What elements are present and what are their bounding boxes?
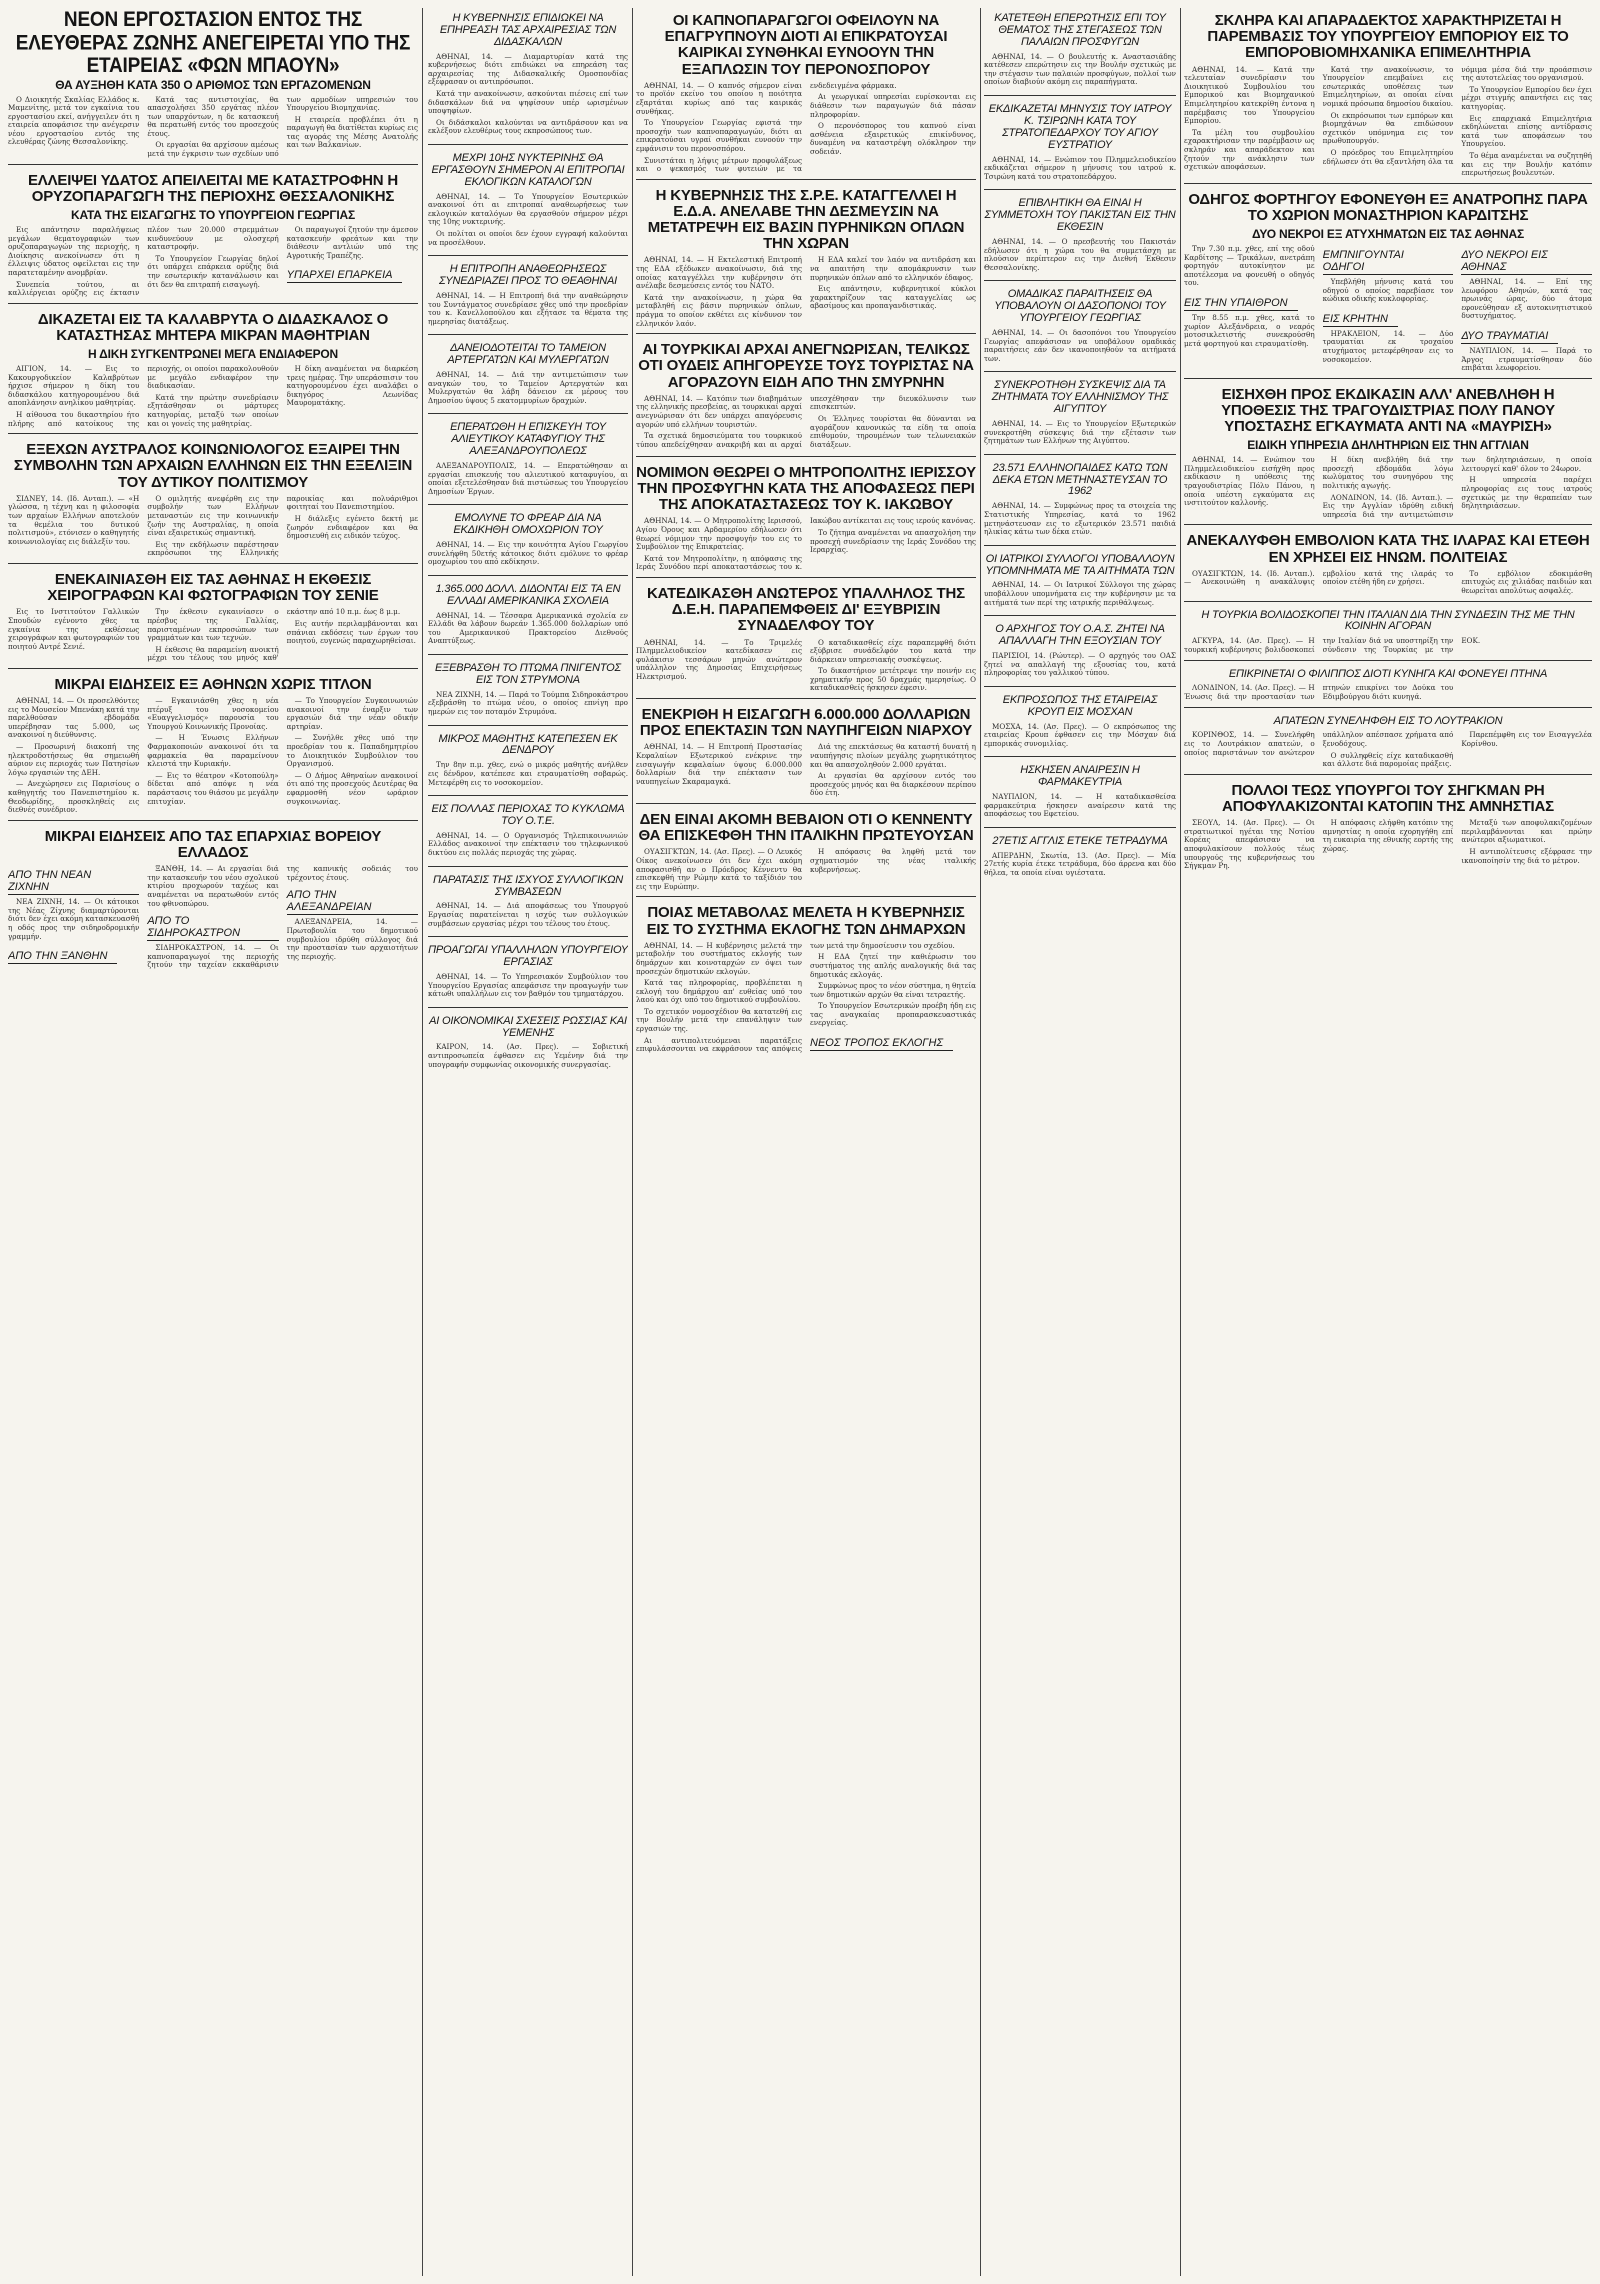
article-paragraph: ΟΥΑΣΙΓΚΤΩΝ, 14. (Ασ. Πρες). — Ο Λευκός Οίκος ανεκοίνωσεν ότι δεν έχει ακόμη αποφασισθή αν ο Πρόεδρος Κέννεντυ θα επισκεφθή την Ρώμην κατά το ταξίδιόν του εις την Ευρώπην.	[636, 847, 802, 891]
article-paragraph: Κατά την ανακοίνωσιν, η χώρα θα μεταβληθή εις βάσιν πυρηνικών όπλων, πράγμα το οποίον εκθέτει εις κίνδυνον τον ελληνικόν λαόν.	[636, 292, 802, 328]
column-1	[8, 8, 418, 2278]
article-paragraph: Η απόφασις θα ληφθή μετά τον σχηματισμόν της νέας ιταλικής κυβερνήσεως.	[810, 847, 976, 874]
article-paragraph: ΑΘΗΝΑΙ, 14. — Οι Ιατρικοί Σύλλογοι της χώρας υποβάλλουν υπομνήματα εις την κυβέρνησιν με τα αιτήματά των περί της ιατρικής περιθάλψεως.	[984, 580, 1176, 607]
article-body	[8, 865, 418, 970]
article-paragraph: Οι εκπρόσωποι των εμπόρων και βιομηχάνων θα επιδώσουν σχετικόν υπόμνημα εις τον πρωθυπουργόν.	[1322, 110, 1454, 146]
column-4	[984, 8, 1176, 2278]
article	[428, 417, 628, 505]
article	[8, 307, 418, 434]
article	[984, 831, 1176, 886]
article-paragraph: Οι παραγωγοί ζητούν την άμεσον κατασκευήν φρεάτων και την διάθεσιν αντλιών υπό της Αγροτικής Τραπέζης.	[286, 224, 418, 260]
article-paragraph: Μεταξύ των αποφυλακιζομένων περιλαμβάνονται και πρώην ανώτεροι αξιωματικοί.	[1461, 818, 1592, 845]
article	[984, 284, 1176, 372]
article-paragraph: ΑΘΗΝΑΙ, 14. — Ενώπιον του Πλημμελειοδικείου εκδικάζεται σήμερον η μήνυσις του ιατρού κ. Τσιρώνη κατά του στρατοπεδάρχου.	[984, 154, 1176, 181]
article-paragraph: Την 7.30 π.μ. χθες, επί της οδού Καρδίτσης — Τρικάλων, ανετράπη φορτηγόν αυτοκίνητον με αποτέλεσμα να φονευθή ο οδηγός του.	[1184, 244, 1315, 288]
article-headline: ΑΠΑΤΕΩΝ ΣΥΝΕΛΗΦΘΗ ΕΙΣ ΤΟ ΛΟΥΤΡΑΚΙΟΝ	[1273, 714, 1503, 727]
article-paragraph: Συμφώνως προς το νέον σύστημα, η θητεία των δημοτικών αρχών θα είναι τετραετής.	[810, 981, 976, 999]
article-body	[636, 256, 976, 328]
article-body	[984, 852, 1176, 878]
article-headline: 23.571 ΕΛΛΗΝΟΠΑΙΔΕΣ ΚΑΤΩ ΤΩΝ ΔΕΚΑ ΕΤΩΝ ΜΕΤΗΝΑΣΤΕΥΣΑΝ ΤΟ 1962	[992, 461, 1168, 498]
article	[1184, 664, 1592, 708]
column-rule	[980, 8, 981, 2276]
section-heading: ΑΠΟ ΤΗΝ ΑΛΕΞΑΝΔΡΕΙΑΝ	[287, 889, 418, 915]
article-paragraph: Το εμβόλιον εδοκιμάσθη επιτυχώς εις χιλιάδας παιδιών και θεωρείται απολύτως ασφαλές.	[1461, 568, 1592, 595]
column-2	[428, 8, 628, 2278]
article-body	[8, 495, 418, 558]
section-heading: ΑΠΟ ΤΗΝ ΝΕΑΝ ΖΙΧΝΗΝ	[8, 869, 139, 895]
article-headline: ΕΚΔΙΚΑΖΕΤΑΙ ΜΗΝΥΣΙΣ ΤΟΥ ΙΑΤΡΟΥ Κ. ΤΣΙΡΩΝΗ ΚΑΤΑ ΤΟΥ ΣΤΡΑΤΟΠΕΔΑΡΧΟΥ ΤΟΥ ΑΓΙΟΥ ΕΥΣΤΡΑΤΙΟΥ	[988, 103, 1172, 151]
article-subhead: ΚΑΤΑ ΤΗΣ ΕΙΣΑΓΩΓΗΣ ΤΟ ΥΠΟΥΡΓΕΙΟΝ ΓΕΩΡΓΙΑΣ	[71, 208, 355, 223]
article-paragraph: ΣΙΔΗΡΟΚΑΣΤΡΟΝ, 14. — Οι καπνοπαραγωγοί της περιοχής ζητούν την ταχείαν εκκαθάρισιν της καπνικής σοδειάς του τρέχοντος έτους.	[147, 864, 418, 970]
article-headline: ΕΛΛΕΙΨΕΙ ΥΔΑΤΟΣ ΑΠΕΙΛΕΙΤΑΙ ΜΕ ΚΑΤΑΣΤΡΟΦΗΝ Η ΟΡΥΖΟΠΑΡΑΓΩΓΗ ΤΗΣ ΠΕΡΙΟΧΗΣ ΘΕΣΣΑΛΟΝΙΚΗΣ	[28, 171, 398, 205]
article-paragraph: Κατά την πρώτην συνεδρίασιν εξητάσθησαν οι μάρτυρες κατηγορίας, μεταξύ των οποίων και οι γονείς της μαθητρίας.	[147, 392, 279, 428]
article-paragraph: Κατά την ανακοίνωσιν, ασκούνται πιέσεις επί των διδασκάλων διά να ψηφίσουν υπέρ ωρισμένων υποψηφίων.	[428, 89, 628, 116]
article-paragraph: Οι πολίται οι οποίοι δεν έχουν εγγραφή καλούνται να προσέλθουν.	[428, 228, 628, 247]
article-headline: ΠΡΟΑΓΩΓΑΙ ΥΠΑΛΛΗΛΩΝ ΥΠΟΥΡΓΕΙΟΥ ΕΡΓΑΣΙΑΣ	[428, 944, 628, 969]
article-headline: ΣΥΝΕΚΡΟΤΗΘΗ ΣΥΣΚΕΨΙΣ ΔΙΑ ΤΑ ΖΗΤΗΜΑΤΑ ΤΟΥ ΕΛΛΗΝΙΣΜΟΥ ΤΗΣ ΑΙΓΥΠΤΟΥ	[991, 379, 1169, 416]
article-paragraph: ΑΘΗΝΑΙ, 14. — Συμφώνως προς τα στοιχεία της Στατιστικής Υπηρεσίας, κατά το 1962 μετηνάστευσαν εις το εξωτερικόν 23.571 παιδιά ηλικίας κάτω των δέκα ετών.	[984, 501, 1176, 537]
article-paragraph: Τα μέλη του συμβουλίου εχαρακτήρισαν την παρέμβασιν ως σκληράν και απαράδεκτον και ζητούν την ανάκλησιν των σχετικών αποφάσεων.	[1184, 127, 1315, 172]
article-body	[1184, 637, 1592, 654]
article-body	[428, 832, 628, 858]
article-paragraph: Κατά την ανακοίνωσιν, το Υπουργείον επεμβαίνει εις εσωτερικάς υποθέσεις των Επιμελητηρίων, αι οποίαι είναι νομικά πρόσωπα δημοσίου δικαίου.	[1322, 64, 1454, 108]
article-paragraph: ΑΘΗΝΑΙ, 14. — Η Επιτροπή διά την αναθεώρησιν του Συντάγματος συνεδρίασε χθες υπό την προεδρίαν του κ. Κανελλοπούλου και εξήτασε τα θέματα της ημερησίας διατάξεως.	[428, 290, 628, 326]
article-body	[1184, 456, 1592, 519]
article	[428, 8, 628, 145]
article-headline: 27ΕΤΙΣ ΑΓΓΛΙΣ ΕΤΕΚΕ ΤΕΤΡΑΔΥΜΑ	[992, 834, 1168, 847]
column-rule	[632, 8, 633, 2276]
article-paragraph: Η απόφασις ελήφθη κατόπιν της αμνηστίας η οποία εχορηγήθη επί τη ευκαιρία της εθνικής εορτής της χώρας.	[1322, 818, 1454, 853]
article-paragraph: ΑΓΚΥΡΑ, 14. (Ασ. Πρες). — Η τουρκική κυβέρνησις βολιδοσκοπεί την Ιταλίαν διά να υποστηρίξη την σύνδεσιν της Τουρκίας με την ΕΟΚ.	[1184, 636, 1481, 654]
article-subhead: Η ΔΙΚΗ ΣΥΓΚΕΝΤΡΩΝΕΙ ΜΕΓΑ ΕΝΔΙΑΦΕΡΟΝ	[88, 347, 338, 362]
article-paragraph: Η ΕΔΑ καλεί τον λαόν να αντιδράση και να απαιτήση την απομάκρυνσιν των πυρηνικών όπλων από το ελληνικόν έδαφος.	[810, 255, 976, 282]
section-heading: ΕΜΠΝΙΓΟΥΝΤΑΙ ΟΔΗΓΟΙ	[1323, 249, 1454, 275]
article-paragraph: ΛΟΝΔΙΝΟΝ, 14. (Ιδ. Ανταπ.). — Εις την Αγγλίαν ιδρύθη ειδική υπηρεσία διά την αντιμετώπισιν των δηλητηριάσεων, η οποία λειτουργεί καθ' όλον το 24ωρον.	[1322, 455, 1592, 519]
article-paragraph: ΑΛΕΞΑΝΔΡΕΙΑ, 14. — Πρωτοβουλία του δημοτικού συμβουλίου ιδρύθη σύλλογος διά την προστασίαν των αρχαιοτήτων της περιοχής.	[286, 917, 418, 961]
article-paragraph: Ο ομιλητής ανεφέρθη εις την συμβολήν των Ελλήνων μεταναστών εις την κοινωνικήν ζωήν της Αυστραλίας, η οποία είναι εξαιρετικώς σημαντική.	[147, 493, 279, 538]
article-paragraph: ΣΙΔΝΕΥ, 14. (Ιδ. Ανταπ.). — «Η γλώσσα, η τέχνη και η φιλοσοφία των αρχαίων Ελλήνων αποτελούν τα θεμέλια του δυτικού πολιτισμού», ετόνισεν ο καθηγητής κοινωνιολογίας εις διάλεξίν του.	[8, 493, 140, 546]
article-paragraph: Ο πρόεδρος του Επιμελητηρίου εδήλωσεν ότι θα εξαντλήση όλα τα νόμιμα μέσα διά την προάσπισιν της αυτοτελείας του οργανισμού.	[1322, 64, 1592, 166]
article-paragraph: — Εις το θέατρον «Κοτοπούλη» δίδεται από απόψε η νέα παράστασις του θιάσου με μεγάλην επιτυχίαν.	[147, 770, 279, 806]
article-paragraph: Αι εργασίαι θα αρχίσουν εντός του προσεχούς μηνός και θα διαρκέσουν περίπου δύο έτη.	[810, 771, 976, 798]
article	[636, 183, 976, 335]
article-body	[8, 697, 418, 815]
article-paragraph: Εις απάντησιν παραλήψεως μεγάλων θεματογραφιών των ορυζοπαραγωγών της περιοχής, η Διοίκησις ανεκοίνωσεν ότι η έλλειψις ύδατος οφείλεται εις την παρατεταμένην ανομβρίαν.	[8, 224, 140, 277]
article-body	[984, 238, 1176, 272]
article-body	[428, 691, 628, 717]
article-headline: ΕΝΕΚΡΙΘΗ Η ΕΙΣΑΓΩΓΗ 6.000.000 ΔΟΛΛΑΡΙΩΝ ΠΡΟΣ ΕΠΕΚΤΑΣΙΝ ΤΩΝ ΝΑΥΠΗΓΕΙΩΝ ΝΙΑΡΧΟΥ	[639, 706, 973, 740]
article-headline: ΕΠΕΡΑΤΩΘΗ Η ΕΠΙΣΚΕΥΗ ΤΟΥ ΑΛΙΕΥΤΙΚΟΥ ΚΑΤΑΦΥΓΙΟΥ ΤΗΣ ΑΛΕΞΑΝΔΡΟΥΠΟΛΕΩΣ	[450, 421, 606, 458]
article-paragraph: ΣΕΟΥΛ, 14. (Ασ. Πρες). — Οι στρατιωτικοί ηγέται της Νοτίου Κορέας απεφάσισαν να αποφυλακίσουν πολλούς τέως υπουργούς της κυβερνήσεως του Σήγκμαν Ρη.	[1184, 818, 1315, 871]
article-body	[636, 848, 976, 891]
article-paragraph: Την 8.55 π.μ. χθες, κατά το χωρίον Αλεξάνδρεια, ο νεαρός μοτοσικλετιστής συνεκρούσθη μετά φορτηγού και ετραυματίσθη.	[1184, 312, 1315, 348]
article	[984, 99, 1176, 190]
article-paragraph: Εις απάντησιν, κυβερνητικοί κύκλοι χαρακτηρίζουν τας καταγγελίας ως αβασίμους και προπαγανδιστικάς.	[810, 284, 976, 311]
article-paragraph: Η αίθουσα του δικαστηρίου ήτο πλήρης από κατοίκους της περιοχής, οι οποίοι παρακολουθούν με μεγάλο ενδιαφέρον την διαδικασίαν.	[8, 364, 279, 428]
article-headline: ΕΞΕΒΡΑΣΘΗ ΤΟ ΠΤΩΜΑ ΠΝΙΓΕΝΤΟΣ ΕΙΣ ΤΟΝ ΣΤΡΥΜΟΝΑ	[435, 662, 621, 686]
section-wrap	[810, 1031, 976, 1054]
section-heading: ΔΥΟ ΤΡΑΥΜΑΤΙΑΙ	[1461, 330, 1558, 344]
article-headline: ΕΝΕΚΑΙΝΙΑΣΘΗ ΕΙΣ ΤΑΣ ΑΘΗΝΑΣ Η ΕΚΘΕΣΙΣ ΧΕΙΡΟΓΡΑΦΩΝ ΚΑΙ ΦΩΤΟΓΡΑΦΙΩΝ ΤΟΥ ΣΕΝΙΕ	[47, 570, 379, 605]
article-paragraph: Αι γεωργικαί υπηρεσίαι ευρίσκονται εις διάθεσιν των παραγωγών διά πάσαν πληροφορίαν.	[810, 92, 976, 119]
article-paragraph: Η αντιπολίτευσις εξέφρασε την ικανοποίησίν της διά το μέτρον.	[1461, 847, 1592, 865]
article-body	[428, 53, 628, 136]
article-paragraph: ΑΘΗΝΑΙ, 14. — Ο Μητροπολίτης Ιερισσού, Αγίου Όρους και Αρδαμερίου εδήλωσεν ότι θεωρεί νόμιμον την προσφυγήν του εις το Συμβούλιον της Επικρατείας.	[636, 516, 802, 552]
article	[8, 437, 418, 564]
article-paragraph: Η διάλεξις εγένετο δεκτή με ζωηρόν ενδιαφέρον και θα δημοσιευθή εις ειδικόν τεύχος.	[286, 513, 418, 541]
article	[428, 508, 628, 576]
article	[984, 458, 1176, 546]
article-paragraph: ΑΘΗΝΑΙ, 14. — Τέσσαρα Αμερικανικά σχολεία εν Ελλάδι θα λάβουν δωρεάν 1.365.000 δολλαρίων υπό του Αμερικανικού Πρακτορείου Διεθνούς Αναπτύξεως.	[428, 610, 628, 646]
article-paragraph: ΑΘΗΝΑΙ, 14. — Ο βουλευτής κ. Αναστασιάδης κατέθεσεν επερώτησιν εις την Βουλήν σχετικώς με την στέγασιν των παλαιών προσφύγων, πολλοί των οποίων διαβιούν ακόμη εις παραπήγματα.	[984, 51, 1176, 87]
article-paragraph: ΛΟΝΔΙΝΟΝ, 14. (Ασ. Πρες). — Η Ένωσις διά την προστασίαν των πτηνών επικρίνει τον Δούκα του Εδιμβούργου διότι κυνηγά.	[1184, 683, 1454, 701]
article	[636, 460, 976, 578]
article-paragraph: Κατά τας αντιστοιχίας, θα απασχολήσει 350 εργάτας πλέον των υπαρχόντων, η δε κατασκευή θα περατωθή εντός του προσεχούς έτους.	[147, 94, 279, 138]
section-wrap	[1323, 307, 1454, 330]
article-headline: ΑΝΕΚΑΛΥΦΘΗ ΕΜΒΟΛΙΟΝ ΚΑΤΑ ΤΗΣ ΙΛΑΡΑΣ ΚΑΙ ΕΤΕΘΗ ΕΝ ΧΡΗΣΕΙ ΕΙΣ ΗΝΩΜ. ΠΟΛΙΤΕΙΑΣ	[1186, 532, 1590, 566]
article-body	[1184, 66, 1592, 178]
article-headline: ΕΠΙΚΡΙΝΕΤΑΙ Ο ΦΙΛΙΠΠΟΣ ΔΙΟΤΙ ΚΥΝΗΓΑ ΚΑΙ ΦΟΝΕΥΕΙ ΠΤΗΝΑ	[1228, 667, 1548, 680]
article-paragraph: ΑΘΗΝΑΙ, 14. — Επί της λεωφόρου Αθηνών, κατά τας πρωινάς ώρας, δύο άτομα εφονεύθησαν εξ αυτοκινητιστικού δυστυχήματος.	[1461, 277, 1592, 321]
article-paragraph: ΑΘΗΝΑΙ, 14. — Το Υπηρεσιακόν Συμβούλιον του Υπουργείου Εργασίας απεφάσισε την προαγωγήν των κάτωθι υπαλλήλων εις τον βαθμόν του τμηματάρχου.	[428, 971, 628, 999]
article-headline: ΠΟΙΑΣ ΜΕΤΑΒΟΛΑΣ ΜΕΛΕΤΑ Η ΚΥΒΕΡΝΗΣΙΣ ΕΙΣ ΤΟ ΣΥΣΤΗΜΑ ΕΚΛΟΓΗΣ ΤΩΝ ΔΗΜΑΡΧΩΝ	[646, 904, 966, 938]
article-paragraph: Η έκθεσις θα παραμείνη ανοικτή μέχρι του τέλους του μηνός καθ' εκάστην από 10 π.μ. έως 8 μ.μ.	[147, 607, 401, 663]
section-wrap	[1184, 291, 1315, 314]
article-paragraph: ΑΘΗΝΑΙ, 14. — Ο καπνός σήμερον είναι το προϊόν εκείνο του οποίου η ποιότητα εξαρτάται κυρίως από τας καιρικάς συνθήκας.	[636, 80, 802, 116]
article-headline: ΠΑΡΑΤΑΣΙΣ ΤΗΣ ΙΣΧΥΟΣ ΣΥΛΛΟΓΙΚΩΝ ΣΥΜΒΑΣΕΩΝ	[432, 873, 624, 898]
article-paragraph: Το σχετικόν νομοσχέδιον θα κατατεθή εις την Βουλήν μετά την επανάληψιν των εργασιών της.	[636, 1006, 802, 1034]
article-headline: ΜΙΚΡΟΣ ΜΑΘΗΤΗΣ ΚΑΤΕΠΕΣΕΝ ΕΚ ΔΕΝΔΡΟΥ	[438, 732, 618, 757]
article-paragraph: — Η Ένωσις Ελλήνων Φαρμακοποιών ανακοινοί ότι τα φαρμακεία θα παραμείνουν κλειστά την Κυριακήν.	[147, 733, 279, 769]
article	[984, 549, 1176, 617]
article-paragraph: Η υπηρεσία παρέχει πληροφορίας εις τους ιατρούς σχετικώς με την θεραπείαν των δηλητηριάσεων.	[1461, 475, 1592, 511]
article-headline: ΜΕΧΡΙ 10ΗΣ ΝΥΚΤΕΡΙΝΗΣ ΘΑ ΕΡΓΑΣΘΟΥΝ ΣΗΜΕΡΟΝ ΑΙ ΕΠΙΤΡΟΠΑΙ ΕΚΛΟΓΙΚΩΝ ΚΑΤΑΛΟΓΩΝ	[431, 151, 625, 188]
article-body	[428, 1043, 628, 1069]
article	[8, 8, 418, 165]
article-paragraph: ΟΥΑΣΙΓΚΤΩΝ, 14. (Ιδ. Ανταπ.). — Ανεκοινώθη η ανακάλυψις εμβολίου κατά της ιλαράς το οποίον ετέθη ήδη εν χρήσει.	[1184, 568, 1454, 587]
article-paragraph: ΑΘΗΝΑΙ, 14. — Ο πρεσβευτής του Πακιστάν εδήλωσεν ότι η χώρα του θα συμμετάσχη με πλούσιον περίπτερον εις την Διεθνή Έκθεσιν Θεσσαλονίκης.	[984, 236, 1176, 272]
article-body	[636, 517, 976, 572]
article-paragraph: Το Υπουργείον Εμπορίου δεν έχει μέχρι στιγμής απαντήσει εις τας κατηγορίας.	[1461, 84, 1592, 111]
article	[1184, 382, 1592, 526]
section-wrap	[287, 885, 418, 918]
article-paragraph: ΑΘΗΝΑΙ, 14. — Ενώπιον του Πλημμελειοδικείου εισήχθη προς εκδίκασιν η υπόθεσις της τραγουδιστρίας Πόλυ Πάνου, η οποία υπέστη εγκαύματα εις ινστιτούτον καλλονής.	[1184, 455, 1315, 508]
article-headline: ΜΙΚΡΑΙ ΕΙΔΗΣΕΙΣ ΕΞ ΑΘΗΝΩΝ ΧΩΡΙΣ ΤΙΤΛΟΝ	[54, 675, 372, 693]
article-headline: ΕΙΣΗΧΘΗ ΠΡΟΣ ΕΚΔΙΚΑΣΙΝ ΑΛΛ' ΑΝΕΒΛΗΘΗ Η ΥΠΟΘΕΣΙΣ ΤΗΣ ΤΡΑΓΟΥΔΙΣΤΡΙΑΣ ΠΟΛΥ ΠΑΝΟΥ ΥΠΟΣΤΑΣΗΣ ΕΓΚΑΥΜΑΤΑ ΑΝΤΙ ΝΑ «ΜΑΥΡΙΣΗ»	[1221, 385, 1555, 436]
article-body	[8, 226, 418, 298]
article-paragraph: Την 8ην π.μ. χθες, ενώ ο μικρός μαθητής ανήλθεν εις δένδρον, κατέπεσε και ετραυματίσθη σοβαρώς. Μετεφέρθη εις το νοσοκομείον.	[428, 760, 628, 787]
article-paragraph: — Ο Δήμος Αθηναίων ανακοινοί ότι από της προσεχούς Δευτέρας θα εφαρμοσθή νέον ωράριον συγκοινωνίας.	[286, 770, 418, 806]
article-body	[8, 365, 418, 428]
article-paragraph: Οι εργασίαι θα αρχίσουν αμέσως μετά την έγκρισιν των σχεδίων υπό των αρμοδίων υπηρεσιών του Υπουργείου Βιομηχανίας.	[147, 94, 418, 159]
article-body	[1184, 819, 1592, 871]
article-paragraph: ΜΟΣΧΑ, 14. (Ασ. Πρες). — Ο εκπρόσωπος της εταιρείας Κρουπ έφθασεν εις την Μόσχαν διά εμπορικάς συνομιλίας.	[984, 721, 1176, 748]
article	[428, 729, 628, 797]
article-paragraph: ΝΑΥΠΛΙΟΝ, 14. — Παρά το Άργος ετραυματίσθησαν δύο επιβάται λεωφορείου.	[1461, 345, 1592, 373]
section-heading: ΕΙΣ ΚΡΗΤΗΝ	[1323, 313, 1398, 327]
article-body	[428, 973, 628, 999]
article-paragraph: ΗΡΑΚΛΕΙΟΝ, 14. — Δύο τραυματίαι εκ τροχαίου ατυχήματος μετεφέρθησαν εις το νοσοκομείον.	[1322, 328, 1454, 364]
article	[428, 940, 628, 1008]
article-paragraph: Οι διδάσκαλοι καλούνται να αντιδράσουν και να εκλέξουν ελευθέρως τους εκπροσώπους των.	[428, 117, 628, 136]
article-headline: ΕΞΕΧΩΝ ΑΥΣΤΡΑΛΟΣ ΚΟΙΝΩΝΙΟΛΟΓΟΣ ΕΞΑΙΡΕΙ ΤΗΝ ΣΥΜΒΟΛΗΝ ΤΩΝ ΑΡΧΑΙΩΝ ΕΛΛΗΝΩΝ ΕΙΣ ΤΗΝ ΕΞΕΛΙΞΙΝ ΤΟΥ ΔΥΤΙΚΟΥ ΠΟΛΙΤΙΣΜΟΥ	[13, 441, 413, 491]
article	[1184, 605, 1592, 661]
article-body	[1184, 245, 1592, 373]
article-body	[8, 96, 418, 159]
article-headline: ΕΜΟΛΥΝΕ ΤΟ ΦΡΕΑΡ ΔΙΑ ΝΑ ΕΚΔΙΚΗΘΗ ΟΜΟΧΩΡΙΟΝ ΤΟΥ	[453, 512, 603, 537]
article-paragraph: ΝΕΑ ΖΙΧΝΗ, 14. — Παρά το Τούμπα Σιδηροκάστρου εξεβράσθη το πτώμα νέου, ο οποίος επνίγη προ ημερών εις τον ποταμόν Στρυμόνα.	[428, 689, 628, 716]
article-body	[984, 793, 1176, 819]
article-body	[428, 902, 628, 928]
section-wrap	[1323, 245, 1454, 278]
article-body	[428, 761, 628, 787]
article-body	[984, 53, 1176, 87]
article-subhead: ΕΙΔΙΚΗ ΥΠΗΡΕΣΙΑ ΔΗΛΗΤΗΡΙΩΝ ΕΙΣ ΤΗΝ ΑΓΓΛΙΑΝ	[1247, 438, 1529, 453]
article-headline: ΜΙΚΡΑΙ ΕΙΔΗΣΕΙΣ ΑΠΟ ΤΑΣ ΕΠΑΡΧΙΑΣ ΒΟΡΕΙΟΥ ΕΛΛΑΔΟΣ	[44, 827, 382, 861]
article-body	[984, 156, 1176, 182]
article-headline: ΚΑΤΕΔΙΚΑΣΘΗ ΑΝΩΤΕΡΟΣ ΥΠΑΛΛΗΛΟΣ ΤΗΣ Δ.Ε.Η. ΠΑΡΑΠΕΜΦΘΕΙΣ ΔΙ' ΕΞΥΒΡΙΣΙΝ ΣΥΝΑΔΕΛΦΟΥ ΤΟΥ	[647, 584, 965, 635]
section-heading: ΔΥΟ ΝΕΚΡΟΙ ΕΙΣ ΑΘΗΝΑΣ	[1461, 249, 1592, 275]
article-headline: ΝΟΜΙΜΟΝ ΘΕΩΡΕΙ Ο ΜΗΤΡΟΠΟΛΙΤΗΣ ΙΕΡΙΣΣΟΥ ΤΗΝ ΠΡΟΣΦΥΓΗΝ ΚΑΤΑ ΤΗΣ ΑΠΟΦΑΣΕΩΣ ΠΕΡΙ ΤΗΣ ΑΠΟΚΑΤΑΣΤΑΣΕΩΣ ΤΟΥ Κ. ΙΑΚΩΒΟΥ	[636, 463, 976, 514]
article-headline: ΑΙ ΟΙΚΟΝΟΜΙΚΑΙ ΣΧΕΣΕΙΣ ΡΩΣΣΙΑΣ ΚΑΙ ΥΕΜΕΝΗΣ	[429, 1014, 627, 1039]
article-paragraph: Ο Διοικητής Σκαλίας Ελλάδος κ. Μαμενίτης, μετά τον εγκαίνια του εργοστασίου εκεί, ανήγγειλεν ότι η εταιρεία αποφάσισε την ανέγερσιν νέου εργοστασίου εντός της ελευθέρας ζώνης Θεσσαλονίκης.	[8, 94, 140, 147]
article-paragraph: Κατά τας πληροφορίας, προβλέπεται η εκλογή του δημάρχου απ' ευθείας υπό του λαού και όχι υπό του δημοτικού συμβουλίου.	[636, 978, 802, 1005]
article-paragraph: Τα σχετικά δημοσιεύματα του τουρκικού τύπου απεδείχθησαν ανακριβή και αι αρχαί υπεσχέθησαν την διευκόλυνσιν των επισκεπτών.	[636, 393, 976, 449]
article	[984, 619, 1176, 687]
article-body	[636, 639, 976, 694]
article	[984, 193, 1176, 281]
article-paragraph: ΑΘΗΝΑΙ, 14. — Κατόπιν των διαβημάτων της ελληνικής πρεσβείας, αι τουρκικαί αρχαί ανεγνώρισαν ότι δεν υπάρχει απαγόρευσις αγορών υπό ελλήνων τουριστών.	[636, 393, 802, 429]
article	[1184, 528, 1592, 601]
article-headline: Η ΤΟΥΡΚΙΑ ΒΟΛΙΔΟΣΚΟΠΕΙ ΤΗΝ ΙΤΑΛΙΑΝ ΔΙΑ ΤΗΝ ΣΥΝΔΕΣΙΝ ΤΗΣ ΜΕ ΤΗΝ ΚΟΙΝΗΝ ΑΓΟΡΑΝ	[1201, 608, 1575, 633]
article-paragraph: Το ζήτημα αναμένεται να απασχολήση την προσεχή συνεδρίασιν της Ιεράς Συνόδου της Ιεραρχίας.	[810, 527, 976, 555]
article	[984, 8, 1176, 96]
article-paragraph: ΚΟΡΙΝΘΟΣ, 14. — Συνελήφθη εις το Λουτράκιον απατεών, ο οποίος παριστάνων τον ανώτερον υπάλληλον απέσπασε χρήματα από ξενοδόχους.	[1184, 730, 1454, 757]
article-body	[984, 723, 1176, 749]
article-paragraph: ΑΘΗΝΑΙ, 14. — Το Υπουργείον Εσωτερικών ανακοινοί ότι αι επιτροπαί αναθεωρήσεως των εκλογικών καταλόγων θα εργασθούν σήμερον μέχρι της 10ης νυκτερινής.	[428, 191, 628, 227]
article	[8, 672, 418, 821]
article-body	[636, 743, 976, 798]
article-paragraph: Το θέμα αναμένεται να συζητηθή και εις την Βουλήν κατόπιν επερωτήσεως βουλευτών.	[1461, 150, 1592, 178]
article-paragraph: Κατά τον Μητροπολίτην, η απόφασις της Ιεράς Συνόδου περί αποκαταστάσεως του κ. Ιακώβου αντίκειται εις τους ιερούς κανόνας.	[636, 516, 976, 572]
article	[428, 338, 628, 414]
article-paragraph: ΑΘΗΝΑΙ, 14. — Εις την κοινότητα Αγίου Γεωργίου συνελήφθη 50ετής κάτοικος διότι εμόλυνε το φρέαρ ομοχωρίου του από εκδίκησιν.	[428, 540, 628, 567]
article	[984, 690, 1176, 758]
article-paragraph: Η δίκη αναμένεται να διαρκέση τρεις ημέρας. Την υπεράσπισιν του κατηγορουμένου έχει αναλάβει ο δικηγόρος Λεωνίδας Μαυροματάκης.	[286, 364, 418, 408]
article-paragraph: ΑΘΗΝΑΙ, 14. — Εις το Υπουργείον Εξωτερικών συνεκροτήθη σύσκεψις διά την εξέτασιν των ζητημάτων των Ελλήνων της Αιγύπτου.	[984, 418, 1176, 446]
article-headline: ΝΕΟΝ ΕΡΓΟΣΤΑΣΙΟΝ ΕΝΤΟΣ ΤΗΣ ΕΛΕΥΘΕΡΑΣ ΖΩΝΗΣ ΑΝΕΓΕΙΡΕΤΑΙ ΥΠΟ ΤΗΣ ΕΤΑΙΡΕΙΑΣ «ΦΩΝ ΜΠΑΟΥΝ»	[15, 8, 411, 78]
article-body	[984, 329, 1176, 363]
article-body	[428, 193, 628, 248]
article-paragraph: Ο περονόσπορος του καπνού είναι ασθένεια εξαιρετικώς επικίνδυνος, δυναμένη να καταστρέψη ολόκληρον την σοδειάν.	[810, 121, 976, 156]
article	[428, 658, 628, 726]
article-paragraph: — Συνήλθε χθες υπό την προεδρίαν του κ. Παπαδημητρίου το Διοικητικόν Συμβούλιον του Οργανισμού.	[286, 733, 418, 769]
article-paragraph: — Το Υπουργείον Συγκοινωνιών ανακοινοί την έναρξιν των εργασιών διά την νέαν οδικήν αρτηρίαν.	[286, 696, 418, 731]
article-paragraph: ΑΘΗΝΑΙ, 14. — Οι προσελθόντες εις το Μουσείον Μπενάκη κατά την παρελθούσαν εβδομάδα υπερέβησαν τας 5.000, ως ανακοινοί η διεύθυνσις.	[8, 696, 140, 740]
article-paragraph: Υπεβλήθη μήνυσις κατά του οδηγού ο οποίος παρεβίασε τον κώδικα οδικής κυκλοφορίας.	[1322, 277, 1454, 304]
article-paragraph: Οι Έλληνες τουρίσται θα δύνανται να αγοράζουν κανονικώς τα είδη τα οποία επιθυμούν, τηρουμένων των τελωνειακών διατάξεων.	[810, 413, 976, 449]
article-paragraph: ΑΘΗΝΑΙ, 14. — Διά αποφάσεως του Υπουργού Εργασίας παρατείνεται η ισχύς των συλλογικών συμβάσεων εργασίας μέχρι του τέλους του έτους.	[428, 901, 628, 928]
article-paragraph: Εις αυτήν περιλαμβάνονται και σπάνιαι εκδόσεις των έργων του ποιητού, ευγενώς παραχωρηθείσαι.	[286, 618, 418, 646]
article	[636, 702, 976, 804]
article-paragraph: Η ΕΔΑ ζητεί την καθιέρωσιν του συστήματος της απλής αναλογικής διά τας δημοτικάς εκλογάς.	[810, 952, 976, 979]
article-headline: ΕΙΣ ΠΟΛΛΑΣ ΠΕΡΙΟΧΑΣ ΤΟ ΚΥΚΛΩΜΑ ΤΟΥ Ο.Τ.Ε.	[431, 803, 625, 827]
article	[636, 8, 976, 180]
article-headline: Η ΕΠΙΤΡΟΠΗ ΑΝΑΘΕΩΡΗΣΕΩΣ ΣΥΝΕΔΡΙΑΖΕΙ ΠΡΟΣ ΤΟ ΘΕΑΘΗΝΑΙ	[438, 263, 618, 288]
section-heading: ΝΕΟΣ ΤΡΟΠΟΣ ΕΚΛΟΓΗΣ	[810, 1037, 953, 1051]
article-headline: ΠΟΛΛΟΙ ΤΕΩΣ ΥΠΟΥΡΓΟΙ ΤΟΥ ΣΗΓΚΜΑΝ ΡΗ ΑΠΟΦΥΛΑΚΙΖΟΝΤΑΙ ΚΑΤΟΠΙΝ ΤΗΣ ΑΜΝΗΣΤΙΑΣ	[1222, 781, 1554, 816]
section-wrap	[1461, 245, 1592, 278]
article	[428, 259, 628, 335]
article	[428, 148, 628, 256]
article-paragraph: ΑΘΗΝΑΙ, 14. — Ο Οργανισμός Τηλεπικοινωνιών Ελλάδος ανακοινοί την επέκτασιν του τηλεφωνικού δικτύου εις πολλάς περιοχάς της χώρας.	[428, 830, 628, 858]
article	[428, 1011, 628, 1078]
article-paragraph: Αι αντιπολιτευόμεναι παρατάξεις επιφυλάσσονται να εκφράσουν τας απόψεις των μετά την δημοσίευσιν του σχεδίου.	[636, 940, 955, 1054]
article-paragraph: ΑΘΗΝΑΙ, 14. — Η κυβέρνησις μελετά την μεταβολήν του συστήματος εκλογής των δημάρχων και κοινοταρχών εν όψει των προσεχών δημοτικών εκλογών.	[636, 940, 802, 976]
article-headline: ΣΚΛΗΡΑ ΚΑΙ ΑΠΑΡΑΔΕΚΤΟΣ ΧΑΡΑΚΤΗΡΙΖΕΤΑΙ Η ΠΑΡΕΜΒΑΣΙΣ ΤΟΥ ΥΠΟΥΡΓΕΙΟΥ ΕΜΠΟΡΙΟΥ ΕΙΣ ΤΟ ΕΜΠΟΡΟΒΙΟΜΗΧΑΝΙΚΑ ΕΠΙΜΕΛΗΤΗΡΙΑ	[1207, 12, 1569, 62]
article-headline: ΟΙ ΙΑΤΡΙΚΟΙ ΣΥΛΛΟΓΟΙ ΥΠΟΒΑΛΛΟΥΝ ΥΠΟΜΝΗΜΑΤΑ ΜΕ ΤΑ ΑΙΤΗΜΑΤΑ ΤΩΝ	[985, 552, 1175, 577]
section-wrap	[287, 263, 418, 286]
article-body	[984, 502, 1176, 536]
article-paragraph: ΑΘΗΝΑΙ, 14. — Η Επιτροπή Προστασίας Κεφαλαίων Εξωτερικού ενέκρινε την εισαγωγήν κεφαλαίων ύψους 6.000.000 δολλαρίων διά την επέκτασιν των ναυπηγείων Σκαραμαγκά.	[636, 742, 802, 786]
article-body	[1184, 731, 1592, 768]
article-body	[428, 462, 628, 496]
article-paragraph: Ο καταδικασθείς είχε παραπεμφθή διότι εξύβρισε συνάδελφόν του κατά την διάρκειαν υπηρεσιακής συσκέψεως.	[810, 637, 976, 664]
article	[428, 870, 628, 938]
article-paragraph: Παρεπέμφθη εις τον Εισαγγελέα Κορίνθου.	[1461, 730, 1592, 749]
section-wrap	[1461, 324, 1592, 347]
article-paragraph: ΑΛΕΞΑΝΔΡΟΥΠΟΛΙΣ, 14. — Επερατώθησαν αι εργασίαι επισκευής του αλιευτικού καταφυγίου, αι οποίαι εξετελέσθησαν διά πιστώσεως του Υπουργείου Δημοσίων Έργων.	[428, 461, 628, 496]
article-paragraph: ΑΠΕΡΔΗΝ, Σκωτία, 13. (Ασ. Πρες). — Μία 27ετής κυρία έτεκε τετράδυμα, δύο άρρενα και δύο θήλεα, τα οποία είναι υγιέστατα.	[984, 850, 1176, 877]
article	[984, 375, 1176, 454]
section-wrap	[8, 865, 139, 898]
article	[636, 581, 976, 699]
article-paragraph: Συνιστάται η λήψις μέτρων προφυλάξεως και ο ψεκασμός των φυτειών με τα ενδεδειγμένα φάρμακα.	[636, 80, 897, 174]
column-rule	[422, 8, 423, 2276]
article-paragraph: ΑΘΗΝΑΙ, 14. — Οι δασοπόνοι του Υπουργείου Γεωργίας απεφάσισαν να υποβάλουν ομαδικάς παραιτήσεις εάν δεν ικανοποιηθούν τα αιτήματά των.	[984, 327, 1176, 363]
article	[636, 807, 976, 897]
article-paragraph: ΑΘΗΝΑΙ, 14. — Το Τριμελές Πλημμελειοδικείον κατεδίκασεν εις φυλάκισιν τεσσάρων μηνών ανώτερον υπάλληλον της Δημοσίας Επιχειρήσεως Ηλεκτρισμού.	[636, 637, 802, 681]
article-paragraph: Εις επαρχιακά Επιμελητήρια εκδηλώνεται επίσης αντίδρασις κατά των αποφάσεων του Υπουργείου.	[1461, 113, 1592, 149]
article	[1184, 8, 1592, 184]
article-headline: ΔΕΝ ΕΙΝΑΙ ΑΚΟΜΗ ΒΕΒΑΙΟΝ ΟΤΙ Ο ΚΕΝΝΕΝΤΥ ΘΑ ΕΠΙΣΚΕΦΘΗ ΤΗΝ ΙΤΑΛΙΚΗΝ ΠΡΩΤΕΥΟΥΣΑΝ	[638, 811, 974, 845]
article	[8, 567, 418, 669]
article-headline: Η ΚΥΒΕΡΝΗΣΙΣ ΕΠΙΔΙΩΚΕΙ ΝΑ ΕΠΗΡΕΑΣΗ ΤΑΣ ΑΡΧΑΙΡΕΣΙΑΣ ΤΩΝ ΔΙΔΑΣΚΑΛΩΝ	[439, 12, 617, 48]
article-paragraph: ΑΘΗΝΑΙ, 14. — Κατά την τελευταίαν συνεδρίασιν του Διοικητικού Συμβουλίου του Εμπορικού και Βιομηχανικού Επιμελητηρίου κατεκρίθη έντονα η παρέμβασις του Υπουργείου Εμπορίου.	[1184, 64, 1315, 126]
article-paragraph: Ο συλληφθείς είχε καταδικασθή και άλλοτε διά παρομοίας πράξεις.	[1322, 750, 1454, 769]
section-wrap	[8, 944, 139, 967]
article-paragraph: — Προσωρινή διακοπή της ηλεκτροδοτήσεως θα σημειωθή αύριον εις περιοχάς των Πατησίων λόγω εργασιών της ΔΕΗ.	[8, 742, 140, 777]
article-body	[984, 652, 1176, 678]
article-headline: Ο ΑΡΧΗΓΟΣ ΤΟΥ Ο.Α.Σ. ΖΗΤΕΙ ΝΑ ΑΠΑΛΛΑΓΗ ΤΗΝ ΕΞΟΥΣΙΑΝ ΤΟΥ	[995, 623, 1165, 648]
article-paragraph: Το Υπουργείον Γεωργίας εφιστά την προσοχήν των καπνοπαραγωγών, διότι αι επικρατούσαι υγραί συνθήκαι ευνοούν την εμφάνισιν του περονοσπόρου.	[636, 118, 802, 153]
section-heading: ΥΠΑΡΧΕΙ ΕΠΑΡΚΕΙΑ	[287, 269, 403, 283]
article-paragraph: ΑΘΗΝΑΙ, 14. — Διαμαρτυρίαν κατά της κυβερνήσεως διότι επιδιώκει να επηρεάση τας αρχαιρεσίας της Διδασκαλικής Ομοσπονδίας εξέφρασαν οι αντιπρόσωποι.	[428, 51, 628, 87]
article-paragraph: Η εταιρεία προβλέπει ότι η παραγωγή θα διατίθεται κυρίως εις τας αγοράς της Μέσης Ανατολής και των Βαλκανίων.	[286, 114, 418, 150]
section-heading: ΑΠΟ ΤΟ ΣΙΔΗΡΟΚΑΣΤΡΟΝ	[147, 915, 278, 941]
article	[1184, 187, 1592, 379]
article-headline: ΔΙΚΑΖΕΤΑΙ ΕΙΣ ΤΑ ΚΑΛΑΒΡΥΤΑ Ο ΔΙΔΑΣΚΑΛΟΣ Ο ΚΑΤΑΣΤΗΣΑΣ ΜΗΤΕΡΑ ΜΙΚΡΑΝ ΜΑΘΗΤΡΙΑΝ	[37, 310, 389, 344]
article-subhead: ΔΥΟ ΝΕΚΡΟΙ ΕΞ ΑΤΥΧΗΜΑΤΩΝ ΕΙΣ ΤΑΣ ΑΘΗΝΑΣ	[1252, 227, 1524, 242]
article-headline: ΕΠΙΒΛΗΤΙΚΗ ΘΑ ΕΙΝΑΙ Η ΣΥΜΜΕΤΟΧΗ ΤΟΥ ΠΑΚΙΣΤΑΝ ΕΙΣ ΤΗΝ ΕΚΘΕΣΙΝ	[984, 197, 1176, 234]
article-body	[8, 608, 418, 663]
article	[428, 579, 628, 655]
article-body	[1184, 684, 1592, 701]
article-headline: ΗΣΚΗΣΕΝ ΑΝΑΙΡΕΣΙΝ Η ΦΑΡΜΑΚΕΥΤΡΙΑ	[1020, 764, 1140, 789]
article-body	[984, 581, 1176, 607]
article-paragraph: Το Υπουργείον Γεωργίας δηλοί ότι υπάρχει επάρκεια ορύζης διά την εσωτερικήν κατανάλωσιν και ότι δεν θα επιτραπή εισαγωγή.	[147, 253, 279, 289]
section-wrap	[147, 911, 278, 944]
article-paragraph: ΚΑΙΡΟΝ, 14. (Ασ. Πρες). — Σοβιετική αντιπροσωπεία έφθασεν εις Υεμένην διά την υπογραφήν συμφωνίας οικονομικής συνεργασίας.	[428, 1042, 628, 1069]
article-paragraph: Εις το Ινστιτούτον Γαλλικών Σπουδών εγένοντο χθες τα εγκαίνια της εκθέσεως χειρογράφων και φωτογραφιών του ποιητού Αντρέ Σενιέ.	[8, 607, 140, 651]
article-headline: Η ΚΥΒΕΡΝΗΣΙΣ ΤΗΣ Σ.Ρ.Ε. ΚΑΤΑΓΓΕΛΛΕΙ Η Ε.Δ.Α. ΑΝΕΛΑΒΕ ΤΗΝ ΔΕΣΜΕΥΣΙΝ ΝΑ ΜΕΤΑΤΡΕΨΗ ΕΙΣ ΒΑΣΙΝ ΠΥΡΗΝΙΚΩΝ ΟΠΛΩΝ ΤΗΝ ΧΩΡΑΝ	[647, 186, 965, 253]
article-body	[636, 942, 976, 1054]
article-paragraph: ΠΑΡΙΣΙΟΙ, 14. (Ρώυτερ). — Ο αρχηγός του ΟΑΣ ζητεί να απαλλαγή της εξουσίας του, κατά πληροφορίας του γαλλικού τύπου.	[984, 650, 1176, 678]
article-headline: ΚΑΤΕΤΕΘΗ ΕΠΕΡΩΤΗΣΙΣ ΕΠΙ ΤΟΥ ΘΕΜΑΤΟΣ ΤΗΣ ΣΤΕΓΑΣΕΩΣ ΤΩΝ ΠΑΛΑΙΩΝ ΠΡΟΣΦΥΓΩΝ	[994, 12, 1166, 48]
article-paragraph: ΝΕΑ ΖΙΧΝΗ, 14. — Οι κάτοικοι της Νέας Ζίχνης διαμαρτύρονται διότι δεν έχει ακόμη κατασκευασθή η οδός προς την σιδηροδρομικήν γραμμήν.	[8, 897, 140, 941]
article-paragraph: Το δικαστήριον μετέτρεψε την ποινήν εις χρηματικήν προς 50 δραχμάς ημερησίως. Ο καταδικασθείς ήσκησεν έφεσιν.	[810, 666, 976, 693]
article-body	[636, 82, 976, 174]
article-paragraph: Εις την εκδήλωσιν παρέστησαν εκπρόσωποι της Ελληνικής παροικίας και πολυάριθμοι φοιτηταί του Πανεπιστημίου.	[147, 493, 418, 558]
article-body	[636, 395, 976, 451]
article-headline: ΕΚΠΡΟΣΩΠΟΣ ΤΗΣ ΕΤΑΙΡΕΙΑΣ ΚΡΟΥΠ ΕΙΣ ΜΟΣΧΑΝ	[1002, 693, 1158, 718]
article-paragraph: Συνεπεία τούτου, αι καλλιέργειαι ορύζης εις έκτασιν πλέον των 20.000 στρεμμάτων κινδυνεύουν με ολοσχερή καταστροφήν.	[8, 224, 279, 298]
article-body	[428, 541, 628, 567]
section-heading: ΑΠΟ ΤΗΝ ΞΑΝΘΗΝ	[8, 950, 117, 964]
section-heading: ΕΙΣ ΤΗΝ ΥΠΑΙΘΡΟΝ	[1184, 297, 1298, 311]
article-paragraph: Διά της επεκτάσεως θα καταστή δυνατή η ναυπήγησις πλοίων μεγάλης χωρητικότητος και θα απασχοληθούν 2.000 εργάται.	[810, 742, 976, 769]
article-body	[984, 420, 1176, 446]
article	[1184, 711, 1592, 775]
article-body	[428, 612, 628, 646]
article-headline: ΑΙ ΤΟΥΡΚΙΚΑΙ ΑΡΧΑΙ ΑΝΕΓΝΩΡΙΣΑΝ, ΤΕΛΙΚΩΣ ΟΤΙ ΟΥΔΕΙΣ ΑΠΗΓΟΡΕΥΣΕ ΤΟΥΣ ΤΟΥΡΙΣΤΑΣ ΝΑ ΑΓΟΡΑΖΟΥΝ ΕΙΔΗ ΑΠΟ ΤΗΝ ΣΜΥΡΝΗΝ	[638, 341, 974, 391]
article-paragraph: ΞΑΝΘΗ, 14. — Αι εργασίαι διά την κατασκευήν του νέου σχολικού κτιρίου προχωρούν ταχέως και αναμένεται να περατωθούν εντός του φθινοπώρου.	[147, 864, 279, 908]
column-5	[1184, 8, 1592, 2278]
column-rule	[1180, 8, 1181, 2276]
column-3	[636, 8, 976, 2278]
article-headline: ΟΙ ΚΑΠΝΟΠΑΡΑΓΩΓΟΙ ΟΦΕΙΛΟΥΝ ΝΑ ΕΠΑΓΡΥΠΝΟΥΝ ΔΙΟΤΙ ΑΙ ΕΠΙΚΡΑΤΟΥΣΑΙ ΚΑΙΡΙΚΑΙ ΣΥΝΘΗΚΑΙ ΕΥΝΟΟΥΝ ΤΗΝ ΕΞΑΠΛΩΣΙΝ ΤΟΥ ΠΕΡΟΝΟΣΠΟΡΟΥ	[664, 12, 948, 78]
article-paragraph: ΑΙΓΙΟΝ, 14. — Εις το Κακουργοδικείον Καλαβρύτων ήρχισε σήμερον η δίκη του διδασκάλου κατηγορουμένου διά αποπλάνησιν ανηλίκου μαθητρίας.	[8, 364, 140, 408]
article-paragraph: Το Υπουργείον Εσωτερικών προέβη ήδη εις τας αναγκαίας προπαρασκευαστικάς ενεργείας.	[810, 1001, 976, 1028]
article-body	[1184, 570, 1592, 596]
article	[1184, 778, 1592, 876]
article-paragraph: Η δίκη ανεβλήθη διά την προσεχή εβδομάδα λόγω κωλύματος του συνηγόρου της πολιτικής αγωγής.	[1322, 455, 1454, 491]
article	[636, 900, 976, 1059]
article-paragraph: — Ανεχώρησεν εις Παρισίους ο καθηγητής του Πανεπιστημίου κ. Θεοδωρίδης, προσκληθείς εις διεθνές συνέδριον.	[8, 779, 140, 815]
article	[8, 168, 418, 304]
article-body	[428, 371, 628, 405]
article-paragraph: ΑΘΗΝΑΙ, 14. — Η Εκτελεστική Επιτροπή της ΕΔΑ εξέδωκεν ανακοίνωσιν, διά της οποίας καταγγέλλει την κυβέρνησιν ότι ανέλαβε δεσμεύσεις εντός του ΝΑΤΟ.	[636, 255, 802, 291]
article-paragraph: — Εγκαινιάσθη χθες η νέα πτέρυξ του νοσοκομείου «Ευαγγελισμός» παρουσία του Υπουργού Κοινωνικής Προνοίας.	[147, 696, 279, 731]
article	[636, 337, 976, 457]
article	[428, 799, 628, 867]
article-subhead: ΘΑ ΑΥΞΗΘΗ ΚΑΤΑ 350 Ο ΑΡΙΘΜΟΣ ΤΩΝ ΕΡΓΑΖΟΜΕΝΩΝ	[55, 77, 371, 92]
article-headline: ΟΜΑΔΙΚΑΣ ΠΑΡΑΙΤΗΣΕΙΣ ΘΑ ΥΠΟΒΑΛΟΥΝ ΟΙ ΔΑΣΟΠΟΝΟΙ ΤΟΥ ΥΠΟΥΡΓΕΙΟΥ ΓΕΩΡΓΙΑΣ	[994, 288, 1166, 325]
article-body	[428, 292, 628, 326]
article-headline: 1.365.000 ΔΟΛΛ. ΔΙΔΟΝΤΑΙ ΕΙΣ ΤΑ ΕΝ ΕΛΛΑΔΙ ΑΜΕΡΙΚΑΝΙΚΑ ΣΧΟΛΕΙΑ	[435, 582, 621, 607]
article-paragraph: ΑΘΗΝΑΙ, 14. — Διά την αντιμετώπισιν των αναγκών του, το Ταμείον Αρτεργατών και Μυλεργατών θα λάβη δάνειον εκ μέρους του Δημοσίου ύψους 5 εκατομμυρίων δραχμών.	[428, 370, 628, 405]
article	[8, 824, 418, 975]
article-headline: ΔΑΝΕΙΟΔΟΤΕΙΤΑΙ ΤΟ ΤΑΜΕΙΟΝ ΑΡΤΕΡΓΑΤΩΝ ΚΑΙ ΜΥΛΕΡΓΑΤΩΝ	[447, 342, 609, 367]
article-paragraph: Την έκθεσιν εγκαινίασεν ο πρέσβυς της Γαλλίας, παρισταμένων εκπροσώπων των γραμμάτων και των τεχνών.	[147, 607, 279, 643]
article-paragraph: ΝΑΥΠΛΙΟΝ, 14. — Η καταδικασθείσα φαρμακεύτρια ήσκησεν αναίρεσιν κατά της αποφάσεως του Εφετείου.	[984, 792, 1176, 819]
article	[984, 760, 1176, 828]
article-headline: ΟΔΗΓΟΣ ΦΟΡΤΗΓΟΥ ΕΦΟΝΕΥΘΗ ΕΞ ΑΝΑΤΡΟΠΗΣ ΠΑΡΑ ΤΟ ΧΩΡΙΟΝ ΜΟΝΑΣΤΗΡΙΟΝ ΚΑΡΔΙΤΣΗΣ	[1188, 190, 1588, 224]
